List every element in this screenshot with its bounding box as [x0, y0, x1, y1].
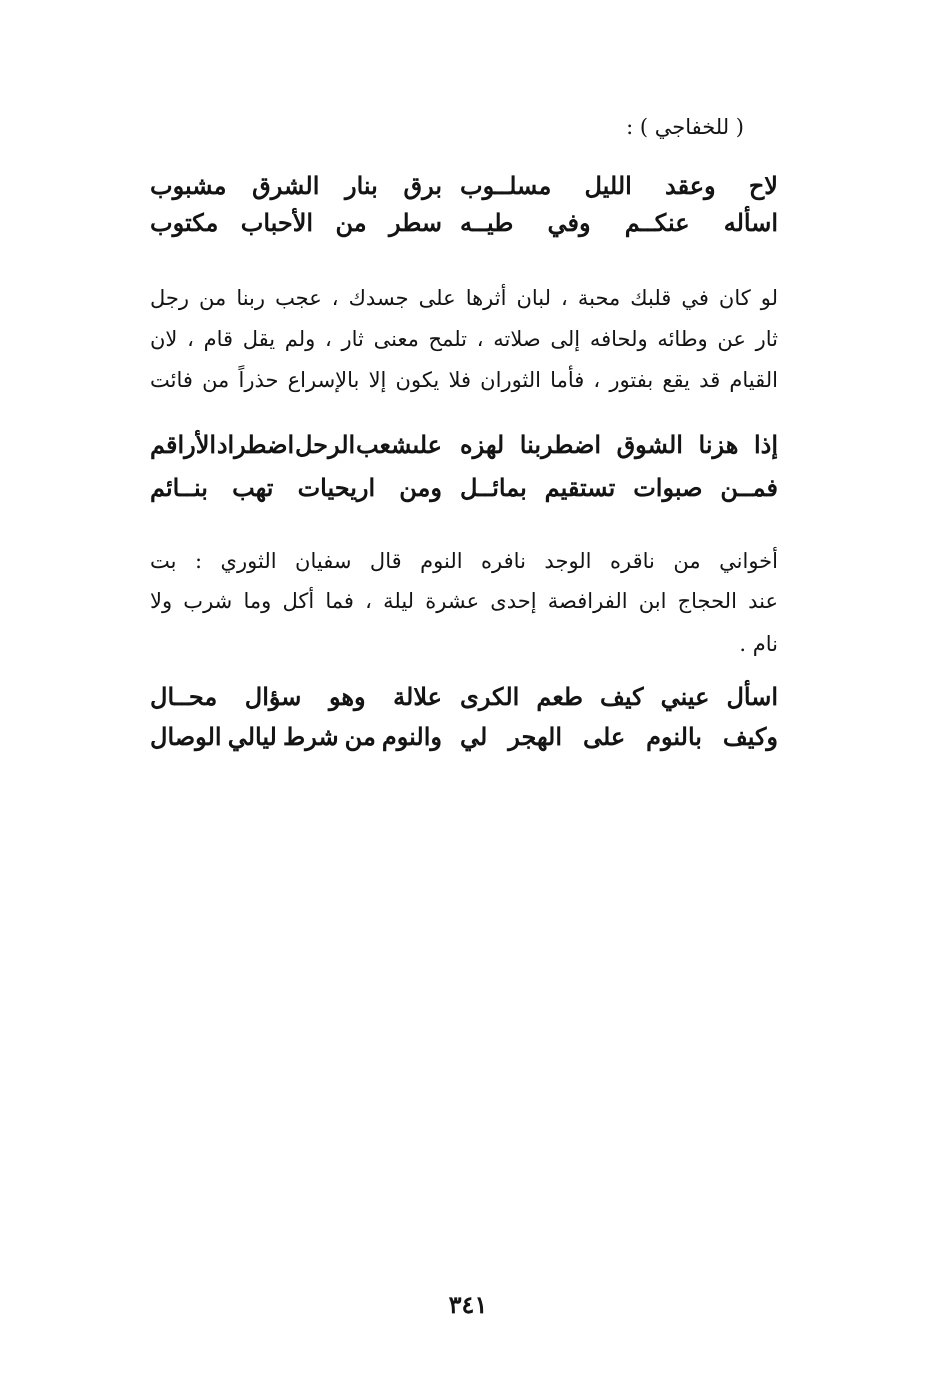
word: مسلــوب: [460, 170, 552, 200]
word: تستقيم: [544, 472, 616, 502]
word: سطر: [388, 207, 442, 237]
word: الكرى: [460, 681, 520, 711]
prose-line: لو كان في قلبك محبة ، لبان أثرها على جسدك ، عجب ربنا من رجل: [150, 286, 778, 310]
word: الليل: [584, 170, 632, 200]
word: علىشعب: [355, 429, 442, 459]
word: وعقد: [664, 170, 716, 200]
prose-line: نام .: [739, 632, 778, 656]
verse-second-hemistich: [150, 473, 442, 502]
word: وهو: [328, 681, 366, 711]
prose-line: ثار عن وطائه ولحافه إلى صلاته ، تلمح معنى ثار ، ولم يقل قام ، لان: [150, 327, 778, 351]
word: محــال: [150, 681, 218, 711]
word: علالة: [393, 681, 442, 711]
word: الأراقم: [150, 429, 217, 459]
word: بنــائم: [150, 472, 208, 502]
page-number: ٣٤١: [448, 1290, 488, 1319]
word: على: [582, 721, 626, 751]
word: مكتوب: [150, 207, 219, 237]
word: بالنوم: [646, 721, 702, 751]
word: اسأل: [726, 681, 778, 711]
word: لي: [460, 721, 488, 751]
word: شرط: [283, 721, 339, 751]
prose-line: القيام قد يقع بفتور ، فأما الثوران فلا يكون إلا بالإسراع حذراً من فائت: [150, 368, 778, 392]
word: وفي: [547, 207, 591, 237]
word: اضطربنا: [519, 429, 602, 459]
word: من: [335, 207, 367, 237]
word: الرحل: [294, 429, 356, 459]
word: وكيف: [722, 721, 778, 751]
word: سؤال: [244, 681, 302, 711]
verse-second-hemistich: [150, 722, 442, 751]
word: مشبوب: [150, 170, 227, 200]
word: إذا: [753, 429, 778, 459]
word: الشرق: [252, 170, 320, 200]
word: صبوات: [633, 472, 703, 502]
word: والنوم: [381, 721, 442, 751]
verse-first-hemistich: [460, 682, 778, 711]
verse-second-hemistich: [150, 430, 442, 459]
word: ومن: [399, 472, 442, 502]
word: طعم: [536, 681, 583, 711]
verse-first-hemistich: [460, 473, 778, 502]
verse-first-hemistich: [460, 208, 778, 237]
word: اريحيات: [297, 472, 376, 502]
word: لاح: [748, 170, 778, 200]
word: اسأله: [723, 207, 778, 237]
prose-line: عند الحجاج ابن الفرافصة إحدى عشرة ليلة ، فما أكل وما شرب ولا: [150, 589, 778, 613]
word: برق: [403, 170, 442, 200]
word: الأحباب: [240, 207, 314, 237]
verse-second-hemistich: [150, 208, 442, 237]
word: بنار: [345, 170, 378, 200]
word: اضطراد: [216, 429, 295, 459]
word: لهزه: [460, 429, 505, 459]
word: طيــه: [460, 207, 514, 237]
word: الشوق: [616, 429, 683, 459]
verse-first-hemistich: [460, 430, 778, 459]
word: بمائــل: [460, 472, 527, 502]
verse-line: [150, 165, 778, 205]
word: كيف: [600, 681, 644, 711]
verse-line: [150, 202, 778, 242]
verse-line: [150, 424, 778, 464]
word: فمــن: [720, 472, 778, 502]
word: من: [344, 721, 376, 751]
word: الهجر: [508, 721, 563, 751]
word: الوصال: [150, 721, 222, 751]
word: تهب: [232, 472, 274, 502]
poet-attribution: ( للخفاجي ) :: [626, 115, 744, 139]
verse-line: [150, 716, 778, 756]
word: عيني: [660, 681, 710, 711]
verse-line: [150, 676, 778, 716]
prose-line: أخواني من ناقره الوجد نافره النوم قال سفيان الثوري : بت: [150, 549, 778, 573]
verse-first-hemistich: [460, 171, 778, 200]
verse-second-hemistich: [150, 171, 442, 200]
word: عنكــم: [624, 207, 690, 237]
word: ليالي: [227, 721, 277, 751]
verse-line: [150, 467, 778, 507]
verse-second-hemistich: [150, 682, 442, 711]
verse-first-hemistich: [460, 722, 778, 751]
word: هزنا: [698, 429, 739, 459]
